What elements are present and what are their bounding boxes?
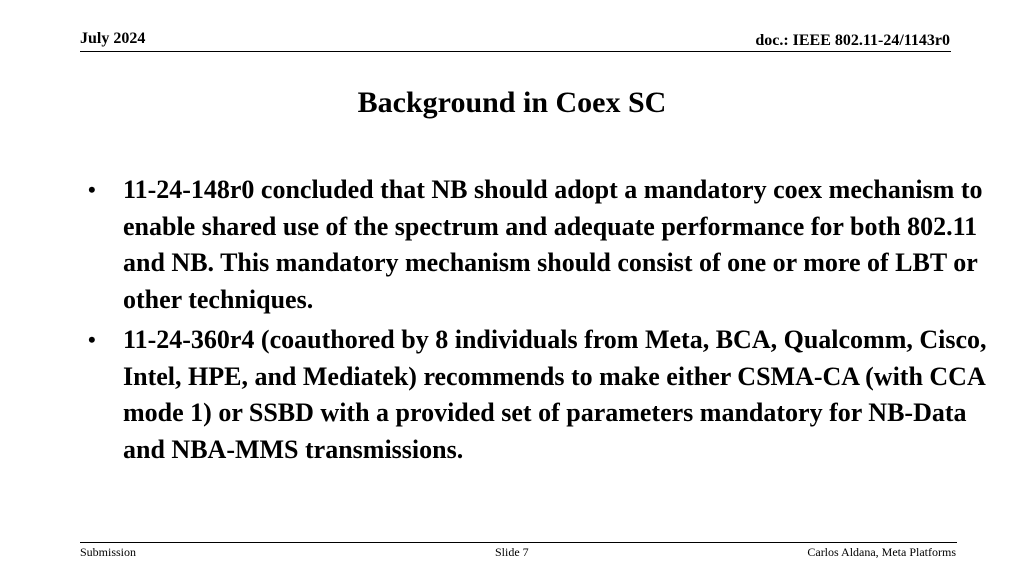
footer-slide-number: Slide 7 — [495, 545, 529, 559]
header-divider — [80, 51, 951, 52]
footer-author: Carlos Aldana, Meta Platforms — [807, 545, 956, 559]
bullet-text: 11-24-148r0 concluded that NB should adopt a mandatory coex mechanism to enable shared use of the spectrum and adequate performance for both 802.11 and NB. This mandatory mechanism should consist of one or more of LBT or other techniques. — [123, 175, 983, 314]
header-date: July 2024 — [80, 30, 146, 47]
bullet-marker: • — [88, 177, 96, 202]
bullet-item — [88, 322, 988, 468]
bullet-item — [88, 172, 988, 318]
footer-divider — [80, 542, 957, 543]
bullet-marker: • — [88, 327, 96, 352]
slide-title: Background in Coex SC — [357, 86, 667, 119]
footer-submission: Submission — [80, 545, 137, 559]
bullet-text: 11-24-360r4 (coauthored by 8 individuals from Meta, BCA, Qualcomm, Cisco, Intel, HPE, and Mediatek) recommends to make either CSMA-CA (with CCA mode 1) or SSBD with a provided set of parameters mandatory for NB-Data and NBA-MMS transmissions. — [123, 325, 987, 464]
bullet-list — [88, 172, 988, 472]
header-doc-id: doc.: IEEE 802.11-24/1143r0 — [755, 32, 950, 49]
